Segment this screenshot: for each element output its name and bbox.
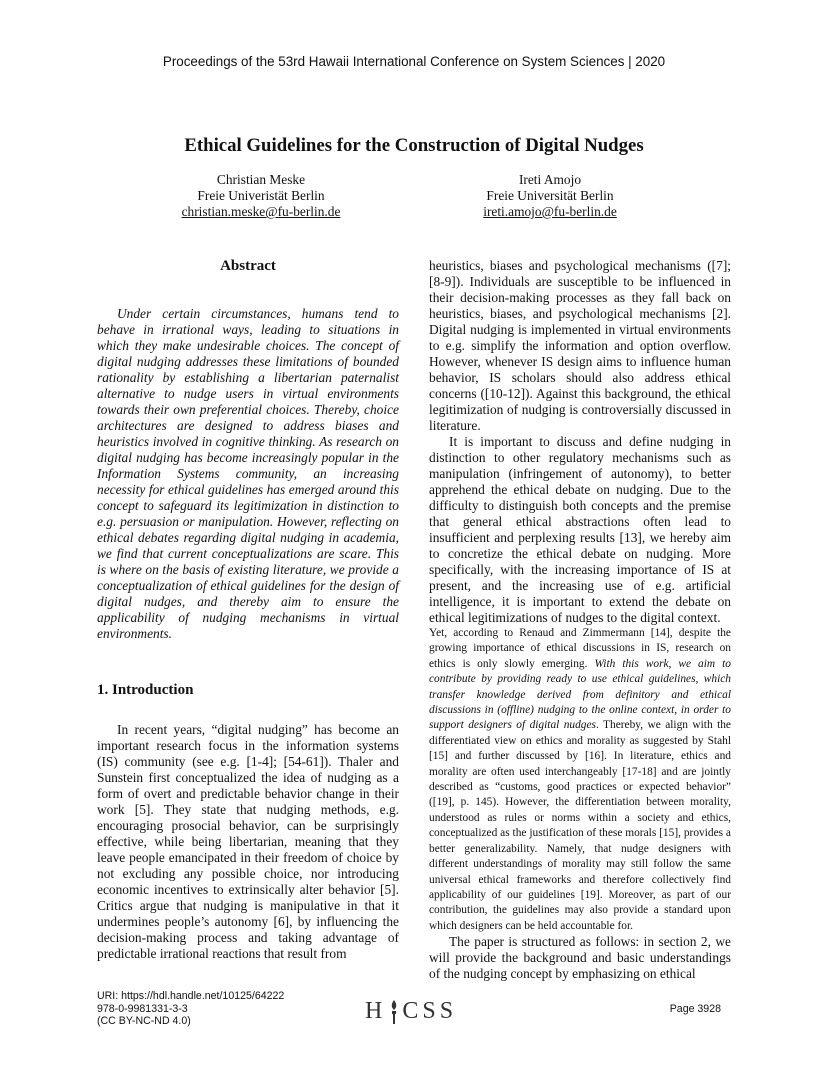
text-segment: . Thereby, we align with the differentiated view on ethics and morality as suggested by Stahl [15] and further discussed by [16]. In literature, ethics and morality are often used interchangeably [17-18] and are jointly described as “customs, good practices or expected behavior” ([19], p. 145). However, the differentiation between morality, understood as rules or norms within a society and ethics, conceptualized as the justification of these morals [15], provides a better generalizability. Namely, that nudge designers with different understandings of morality may still follow the same universal ethical frameworks and therefore collectively find applicability of our guidelines [19]. Moreover, as part of our contribution, the guidelines may also provide a standard upon which designers can be held accountable for. xyxy=(429,719,731,932)
footer-uri[interactable]: URI: https://hdl.handle.net/10125/64222 xyxy=(97,990,285,1002)
body-paragraph: It is important to discuss and define nudging in distinction to other regulatory mechanisms such as manipulation (infringement of autonomy), to better apprehend the ethical debate on nudging. Due to the difficulty to distinguish both concepts and the premise that general ethical abstractions often lead to insufficient and perplexing results [13], we hereby aim to concretize the ethical debate on nudging. More specifically, with the increasing importance of IS at present, and the increasing use of e.g. artificial intelligence, it is important to extend the debate on ethical legitimizations of nudges to the digital context. xyxy=(429,434,731,625)
author-name: Christian Meske xyxy=(216,172,306,187)
abstract-heading: Abstract xyxy=(220,258,276,274)
paper-title: Ethical Guidelines for the Construction of Digital Nudges xyxy=(184,135,644,156)
left-column xyxy=(97,258,399,962)
torch-icon xyxy=(388,999,400,1025)
hicss-logo xyxy=(365,998,457,1025)
introduction-heading: 1. Introduction xyxy=(97,682,194,698)
text-segment: Yet, according to Renaud and Zimmermann [14], despite the growing importance of ethical discussions in IS, research on ethics is only slowly emerging. xyxy=(429,627,731,670)
author-email-link[interactable]: christian.meske@fu-berlin.de xyxy=(181,204,341,219)
footer-metadata xyxy=(97,990,284,1028)
author-email-link[interactable]: ireti.amojo@fu-berlin.de xyxy=(483,204,617,219)
logo-letter-h: H xyxy=(365,998,387,1024)
proceedings-header: Proceedings of the 53rd Hawaii International Conference on System Sciences | 2020 xyxy=(162,54,666,69)
body-paragraph: heuristics, biases and psychological mechanisms ([7]; [8-9]). Individuals are susceptible to be influenced in their decision-making processes as they fall back on heuristics, biases, and psychological mechanisms [2]. Digital nudging is implemented in virtual environments to e.g. simplify the information and option overflow. However, whenever IS design aims to influence human behavior, IS scholars should also address ethical concerns ([10-12]). Against this background, the ethical legitimization of nudging is controversially discussed in literature. xyxy=(429,258,731,433)
abstract-body: Under certain circumstances, humans tend to behave in irrational ways, leading to situations in which they make undesirable choices. The concept of digital nudging addresses these limitations of bounded rationality by establishing a libertarian paternalist alternative to nudge users in virtual environments towards their own preferential choices. Thereby, choice architectures are designed to address biases and heuristics involved in cognitive thinking. As research on digital nudging has become increasingly popular in the Information Systems community, an increasing necessity for ethical guidelines has emerged around this concept to safeguard its legitimization in distinction to e.g. persuasion or manipulation. However, reflecting on ethical debates regarding digital nudging in academia, we find that current conceptualizations are scare. This is where on the basis of existing literature, we provide a conceptualization of ethical guidelines for the design of digital nudges, and thereby aim to ensure the applicability of nudging mechanisms in virtual environments. xyxy=(97,306,399,641)
body-paragraph-small xyxy=(429,626,731,934)
right-column xyxy=(429,258,731,982)
introduction-paragraph: In recent years, “digital nudging” has become an important research focus in the information systems (IS) community (see e.g. [1-4]; [54-61]). Thaler and Sunstein first conceptualized the idea of nudging as a form of overt and predictable behavior change in their work [5]. They state that nudging methods, e.g. encouraging prosocial behavior, can be surprisingly effective, while being libertarian, meaning that they leave people emancipated in their freedom of choice by not excluding any possible choice, nor introducing economic incentives to extrinsically alter behavior [5]. Critics argue that nudging is manipulative in that it undermines people’s autonomy [6], by influencing the decision-making process and taking advantage of predictable irrational reactions that result from xyxy=(97,722,399,961)
page-number: Page 3928 xyxy=(669,1003,721,1015)
body-paragraph: The paper is structured as follows: in section 2, we will provide the background and basic understandings of the nudging concept by emphasizing on ethical xyxy=(429,934,731,982)
italic-contribution-text: With this work, we aim to contribute by providing ready to use ethical guidelines, which transfer knowledge derived from definitory and ethical discussions in (offline) nudging to the online context, in order to support designers of digital nudges xyxy=(429,657,731,732)
logo-letters-css: CSS xyxy=(402,998,458,1024)
author-name: Ireti Amojo xyxy=(518,172,582,187)
footer-license: (CC BY-NC-ND 4.0) xyxy=(97,1015,191,1027)
author-block-1 xyxy=(111,172,411,220)
author-affiliation: Freie Universität Berlin xyxy=(486,188,614,203)
author-block-2 xyxy=(400,172,700,220)
author-affiliation: Freie Univeristät Berlin xyxy=(197,188,325,203)
footer-isbn: 978-0-9981331-3-3 xyxy=(97,1002,188,1015)
